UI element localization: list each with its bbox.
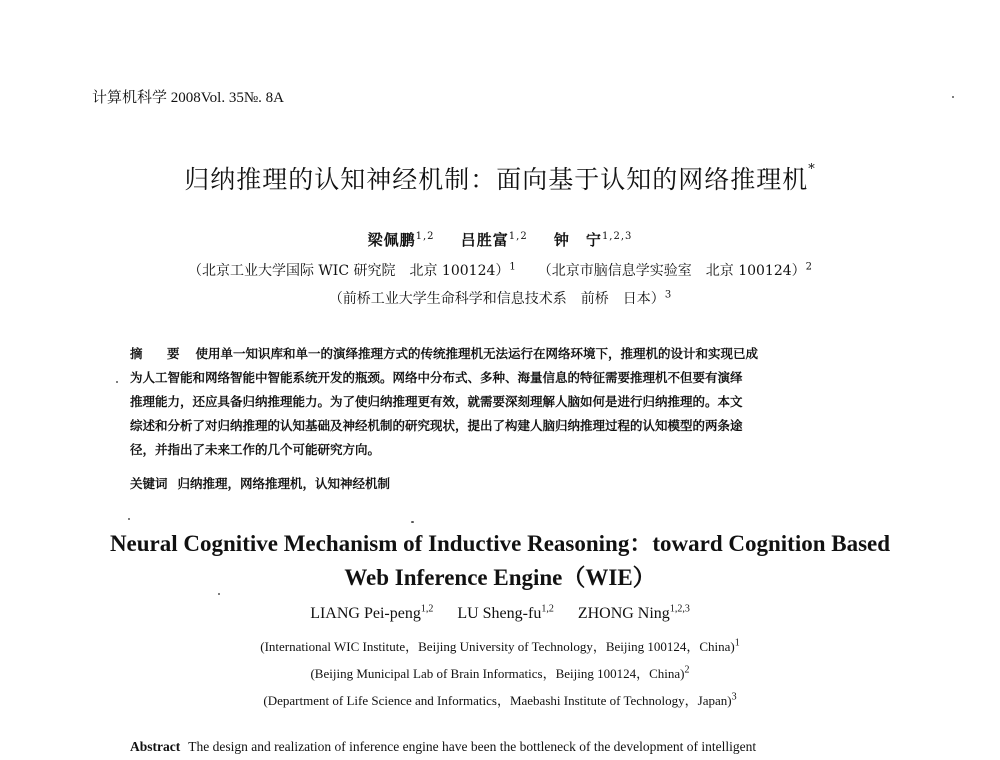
abstract-line: 综述和分析了对归纳推理的认知基础及神经机制的研究现状，提出了构建人脑归纳推理过程的认知模型的两条途 [130, 418, 743, 433]
affiliation-mark: 1 [734, 637, 740, 649]
author-affiliation-mark: 1,2 [508, 231, 528, 242]
chinese-affiliation: （前桥工业大学生命科学和信息技术系 前桥 日本） [328, 291, 665, 307]
chinese-author [461, 231, 528, 249]
author-affiliation-mark: 1,2 [420, 604, 434, 615]
abstract-line: 摘 要 使用单一知识库和单一的演绎推理方式的传统推理机无法运行在网络环境下，推理机的设计和实现已成 [130, 346, 759, 361]
affiliation-mark: 3 [731, 691, 737, 703]
affiliation-mark: 3 [664, 289, 672, 301]
english-affiliation: (International WIC Institute，Beijing University of Technology，Beijing 100124，China)$^1$ [260, 637, 740, 654]
english-title [0, 527, 1000, 595]
author-name: ZHONG Ning [577, 605, 670, 623]
abstract-line: 径，并指出了未来工作的几个可能研究方向。 [130, 442, 381, 457]
scan-speck [411, 521, 414, 523]
chinese-abstract [130, 342, 878, 462]
author-affiliation-mark: 1,2 [541, 604, 554, 615]
author-affiliation-mark: 1,2 [415, 231, 435, 242]
chinese-authors [0, 229, 1000, 250]
affiliation-mark: 2 [805, 261, 813, 273]
title-footnote-mark: * [808, 162, 816, 177]
scan-speck [128, 518, 130, 520]
chinese-affiliations-line1 [0, 260, 1000, 280]
affiliation-mark: 1 [509, 261, 516, 273]
author-name: LIANG Pei-peng [310, 605, 421, 623]
abstract-line: 推理能力，还应具备归纳推理能力。为了使归纳推理更有效，就需要深刻理解人脑如何是进行归纳推理的。本文 [130, 394, 743, 409]
author-name: 梁佩鹏 [367, 231, 416, 249]
english-authors [0, 604, 1000, 623]
keywords-text: 归纳推理，网络推理机，认知神经机制 [177, 476, 391, 491]
journal-header: 计算机科学 2008Vol. 35№. 8A [92, 90, 284, 106]
affiliation-mark: 2 [684, 664, 690, 676]
author-affiliation-mark: 1,2,3 [669, 604, 690, 615]
chinese-title-text: 归纳推理的认知神经机制：面向基于认知的网络推理机 [184, 165, 809, 194]
english-title-line: Neural Cognitive Mechanism of Inductive Reasoning：toward Cognition Based [109, 531, 891, 556]
english-abstract-label: Abstract [130, 739, 181, 754]
chinese-author [368, 231, 435, 249]
english-author [578, 605, 690, 622]
chinese-author [554, 231, 632, 249]
author-name: 吕胜富 [460, 231, 509, 249]
chinese-title [0, 160, 1000, 196]
english-author [457, 605, 553, 622]
scan-speck [116, 381, 118, 383]
author-name: 钟 宁 [553, 231, 602, 249]
english-abstract [130, 739, 890, 755]
english-abstract-text: The design and realization of inference engine have been the bottleneck of the development of intelligent [188, 739, 757, 754]
chinese-affiliation: （北京市脑信息学实验室 北京 100124） [537, 263, 806, 279]
abstract-line: 为人工智能和网络智能中智能系统开发的瓶颈。网络中分布式、多种、海量信息的特征需要推理机不但要有演绎 [130, 370, 743, 385]
scan-speck [218, 593, 220, 595]
chinese-affiliations-line2 [0, 288, 1000, 308]
chinese-affiliation: （北京工业大学国际 WIC 研究院 北京 100124） [187, 263, 510, 279]
author-affiliation-mark: 1,2,3 [601, 231, 633, 242]
author-name: LU Sheng-fu [457, 605, 542, 623]
chinese-keywords [130, 474, 390, 492]
english-affiliation: (Beijing Municipal Lab of Brain Informatics，Beijing 100124，China)$^2$ [310, 664, 690, 681]
abstract-label: 摘 要 [130, 346, 186, 361]
keywords-label: 关键词 [130, 476, 168, 491]
scan-speck [952, 96, 954, 98]
english-title-line: Web Inference Engine（WIE） [344, 565, 656, 590]
english-author [310, 605, 433, 622]
english-affiliation: (Department of Life Science and Informatics，Maebashi Institute of Technology，Japan)$^3$ [263, 691, 737, 708]
